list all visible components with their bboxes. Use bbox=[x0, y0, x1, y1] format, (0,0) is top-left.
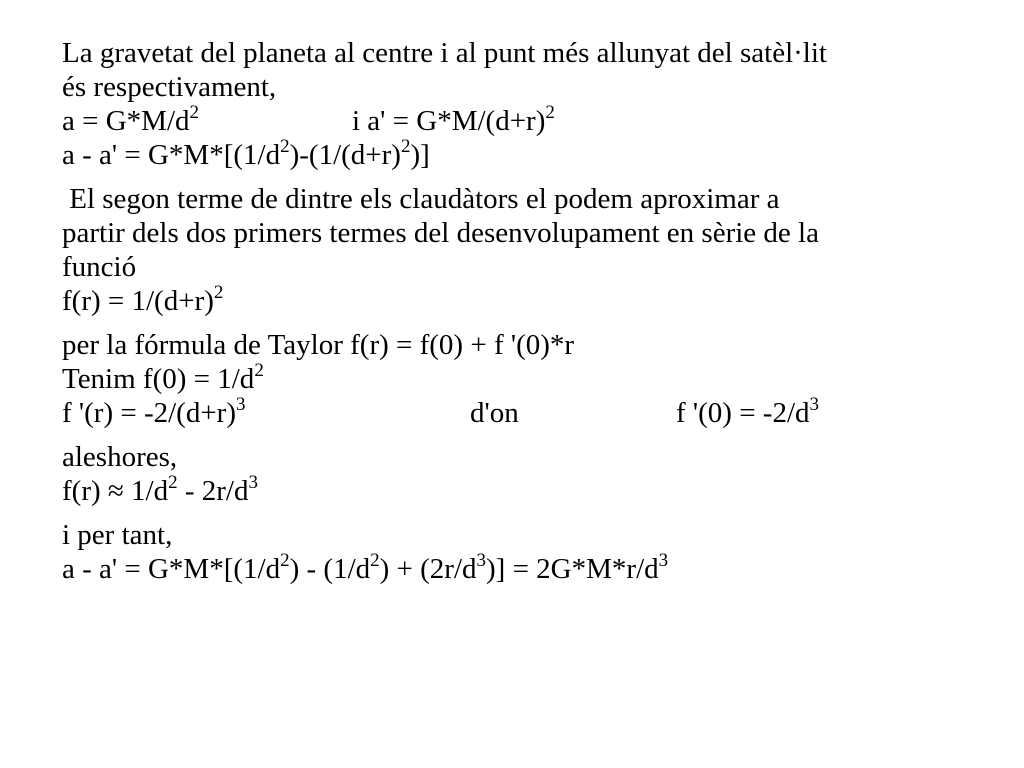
equation-text: a = G*M/d bbox=[62, 105, 190, 137]
superscript: 2 bbox=[168, 472, 178, 494]
equation-a-prime bbox=[352, 104, 555, 138]
superscript: 2 bbox=[254, 360, 264, 382]
equation-text: f '(0) = -2/d bbox=[676, 397, 810, 429]
text-don: d'on bbox=[470, 397, 519, 429]
superscript: 2 bbox=[213, 282, 224, 304]
equation-text: f(r) ≈ 1/d bbox=[62, 475, 169, 507]
equation-f-prime-0 bbox=[676, 396, 819, 430]
superscript: 3 bbox=[809, 394, 820, 416]
equation-text: )] bbox=[410, 139, 430, 171]
equation-difference bbox=[62, 138, 982, 172]
superscript: 2 bbox=[280, 550, 290, 572]
equation-f0 bbox=[62, 362, 982, 396]
equation-text: ) - (1/d bbox=[289, 553, 371, 585]
paragraph-result bbox=[62, 518, 982, 586]
equation-text: a - a' = G*M*[(1/d bbox=[62, 553, 281, 585]
paragraph-gravity bbox=[62, 36, 982, 172]
equation-text: Tenim f(0) = 1/d bbox=[62, 363, 255, 395]
equation-f-prime-r bbox=[62, 394, 246, 429]
superscript: 3 bbox=[236, 394, 246, 416]
text-line: per la fórmula de Taylor f(r) = f(0) + f '(0)*r bbox=[62, 329, 575, 361]
superscript: 2 bbox=[189, 102, 200, 124]
paragraph-taylor bbox=[62, 328, 982, 430]
superscript: 2 bbox=[370, 550, 380, 572]
text-line: La gravetat del planeta al centre i al punt més allunyat del satèl·lit bbox=[62, 37, 827, 69]
text-line: funció bbox=[62, 251, 137, 283]
equation-text: i a' = G*M/(d+r) bbox=[352, 105, 546, 137]
superscript: 2 bbox=[545, 102, 555, 124]
superscript: 3 bbox=[658, 550, 669, 572]
equation-text: f '(r) = -2/(d+r) bbox=[62, 397, 236, 429]
equation-text: - 2r/d bbox=[177, 475, 249, 507]
superscript: 3 bbox=[248, 472, 258, 494]
equation-a bbox=[62, 102, 200, 137]
slide-content bbox=[62, 36, 982, 586]
equation-approx bbox=[62, 474, 982, 508]
equation-result bbox=[62, 552, 982, 586]
text-line: partir dels dos primers termes del desenvolupament en sèrie de la bbox=[62, 217, 819, 249]
text-line: i per tant, bbox=[62, 519, 173, 551]
superscript: 2 bbox=[280, 136, 290, 158]
equation-text: ) + (2r/d bbox=[379, 553, 477, 585]
text-line: és respectivament, bbox=[62, 71, 277, 103]
equation-function bbox=[62, 284, 982, 318]
paragraph-series bbox=[62, 182, 982, 318]
superscript: 2 bbox=[400, 136, 411, 158]
equation-gravity bbox=[62, 104, 982, 138]
text-line: El segon terme de dintre els claudàtors el podem aproximar a bbox=[62, 183, 780, 215]
text-line: aleshores, bbox=[62, 441, 178, 473]
equation-derivative bbox=[62, 396, 982, 430]
equation-text: a - a' = G*M*[(1/d bbox=[62, 139, 281, 171]
equation-text: f(r) = 1/(d+r) bbox=[62, 285, 214, 317]
equation-text: )-(1/(d+r) bbox=[289, 139, 401, 171]
equation-text: )] = 2G*M*r/d bbox=[486, 553, 659, 585]
superscript: 3 bbox=[476, 550, 487, 572]
paragraph-approx bbox=[62, 440, 982, 508]
